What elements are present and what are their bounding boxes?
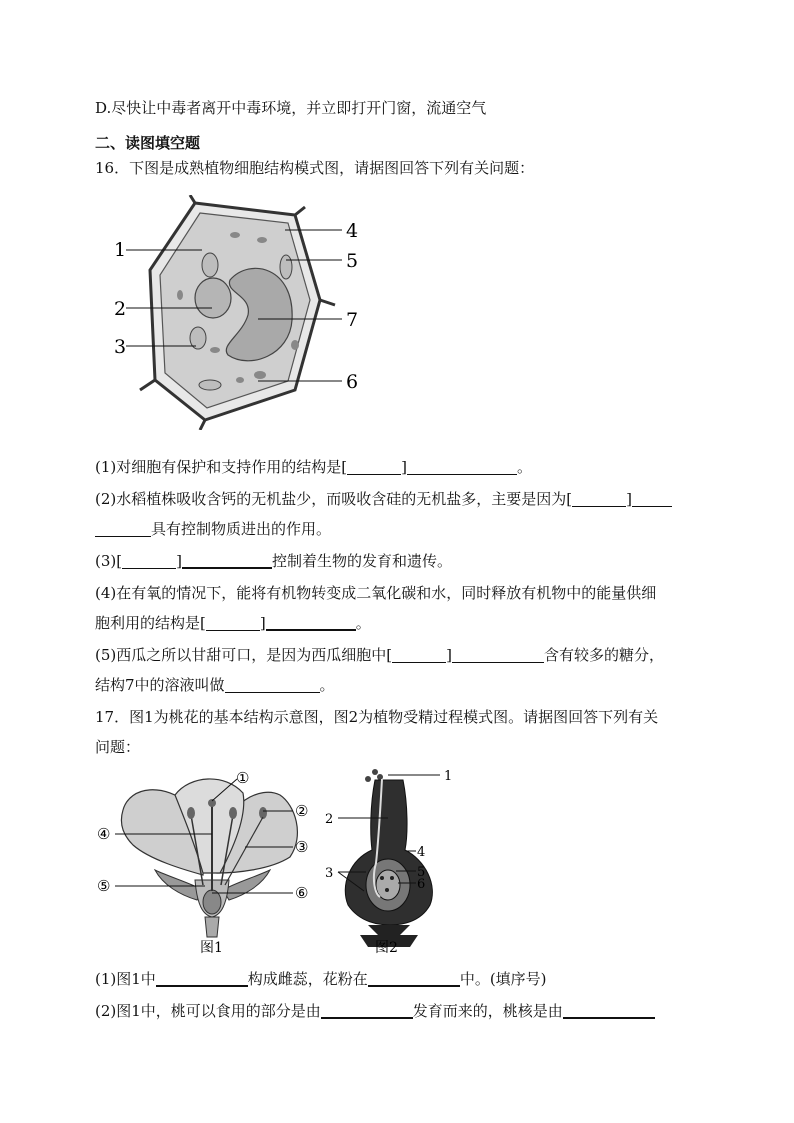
flower-label-6: ⑥ [295,884,309,902]
cell-label-5: 5 [346,250,359,272]
cell-label-1: 1 [114,239,127,261]
answer-blank[interactable] [182,553,272,569]
answer-blank[interactable] [572,492,626,507]
answer-blank[interactable] [206,616,260,631]
fert-label-3: 3 [325,866,334,881]
cell-label-7: 7 [346,309,359,331]
q16-s4: (4)在有氧的情况下，能将有机物转变成二氧化碳和水，同时释放有机物中的能量供细 [95,584,657,602]
answer-blank[interactable] [368,971,460,987]
fert-label-6: 6 [417,877,426,892]
flower-label-2: ② [295,802,309,820]
q17-stem-cont: 问题： [95,738,141,756]
q16-stem: 16．下图是成熟植物细胞结构模式图，请据图回答下列有关问题： [95,159,535,177]
answer-blank[interactable] [266,615,356,631]
q16-s3: (3)[ ] 控制着生物的发育和遗传。 [95,552,452,570]
answer-blank[interactable] [347,460,401,475]
fert-label-4: 4 [417,845,426,860]
q16-s4-cont: 胞利用的结构是[ ] 。 [95,614,371,632]
answer-blank[interactable] [225,678,320,693]
plant-cell-diagram [110,195,370,430]
cell-label-2: 2 [114,298,127,320]
answer-blank[interactable] [392,648,446,663]
q16-s5: (5)西瓜之所以甘甜可口，是因为西瓜细胞中[ ] 含有较多的糖分， [95,646,664,664]
flower-label-3: ③ [295,838,309,856]
option-d: D.尽快让中毒者离开中毒环境，并立即打开门窗，流通空气 [95,99,487,117]
answer-blank[interactable] [156,971,248,987]
fert-label-2: 2 [325,812,334,827]
cell-label-6: 6 [346,371,359,393]
answer-blank[interactable] [95,522,151,537]
answer-blank[interactable] [452,648,544,663]
q16-s2: (2)水稻植株吸收含钙的无机盐少，而吸收含硅的无机盐多，主要是因为[ ] [95,488,672,509]
q17-s2: (2)图1中，桃可以食用的部分是由 发育而来的，桃核是由 [95,1000,655,1021]
answer-blank[interactable] [122,554,176,569]
section-title: 二、读图填空题 [95,134,201,152]
cell-label-4: 4 [346,220,359,242]
peach-flower-diagram [95,765,320,960]
figure-1-caption: 图1 [200,940,223,956]
answer-blank[interactable] [321,1003,413,1019]
q17-s1: (1)图1中 构成雌蕊，花粉在 中。(填序号) [95,970,547,988]
flower-label-1: ① [236,769,250,787]
fertilization-diagram [320,765,460,960]
answer-blank[interactable] [407,460,517,475]
fert-label-1: 1 [444,769,453,784]
figure-2-caption: 图2 [375,940,398,956]
cell-label-3: 3 [114,336,127,358]
q16-s5-cont: 结构7中的溶液叫做 。 [95,676,335,694]
q17-stem: 17．图1为桃花的基本结构示意图，图2为植物受精过程模式图。请据图回答下列有关 [95,708,659,726]
answer-blank[interactable] [632,492,672,507]
answer-blank[interactable] [563,1003,655,1019]
fert-label-5: 5 [417,865,426,880]
q16-s1: (1)对细胞有保护和支持作用的结构是[ ] 。 [95,458,532,476]
q16-s2-cont: 具有控制物质进出的作用。 [95,518,331,539]
flower-label-5: ⑤ [97,877,111,895]
flower-label-4: ④ [97,825,111,843]
